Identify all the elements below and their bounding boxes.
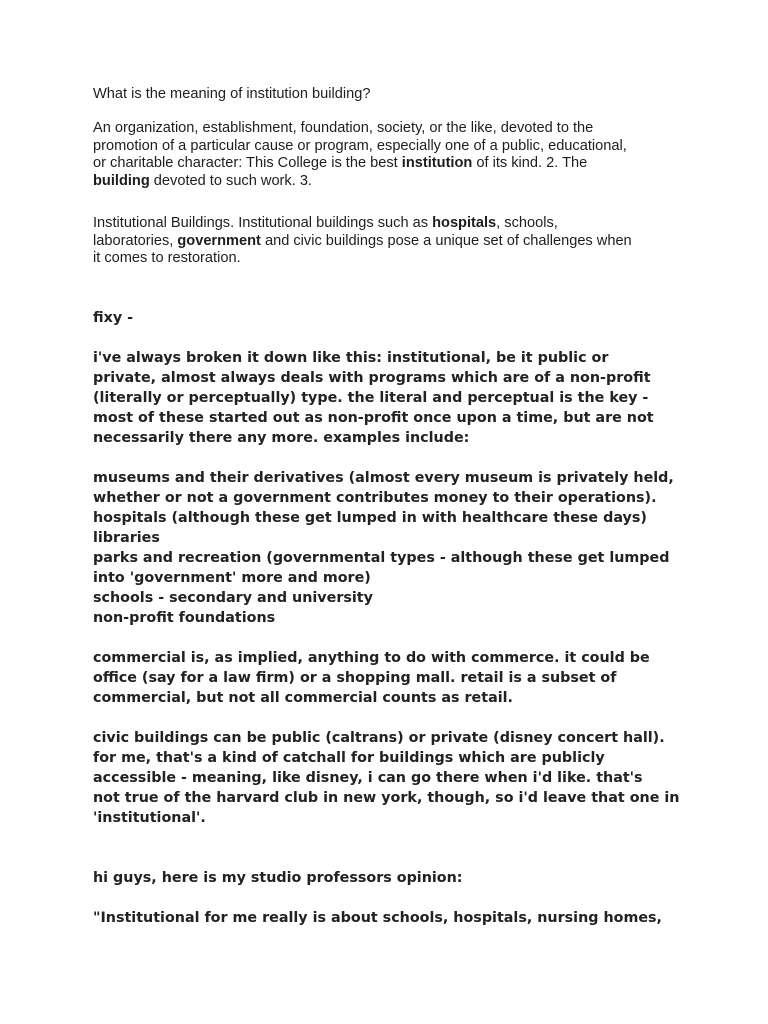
forum-replies bbox=[93, 308, 679, 928]
forum-line: accessible - meaning, like disney, i can go there when i'd like. that's bbox=[93, 770, 643, 786]
forum-line: parks and recreation (governmental types - although these get lumped bbox=[93, 550, 670, 566]
forum-line: commercial is, as implied, anything to do with commerce. it could be bbox=[93, 650, 650, 666]
forum-line: 'institutional'. bbox=[93, 810, 206, 826]
forum-line: office (say for a law firm) or a shopping mall. retail is a subset of bbox=[93, 670, 617, 686]
forum-line: "Institutional for me really is about schools, hospitals, nursing homes, bbox=[93, 910, 662, 926]
forum-author: fixy - bbox=[93, 310, 134, 326]
forum-line: libraries bbox=[93, 530, 160, 546]
bold-term-building: building bbox=[93, 172, 150, 189]
institutional-line: it comes to restoration. bbox=[93, 250, 241, 266]
forum-line: into 'government' more and more) bbox=[93, 570, 371, 586]
definition-text: of its kind. 2. The bbox=[472, 155, 588, 171]
bold-term-hospitals: hospitals bbox=[432, 215, 497, 231]
forum-line: not true of the harvard club in new york, though, so i'd leave that one in bbox=[93, 790, 680, 806]
institutional-line bbox=[93, 215, 632, 233]
institutional-buildings-paragraph bbox=[93, 215, 632, 268]
forum-line: (literally or perceptually) type. the literal and perceptual is the key - bbox=[93, 390, 649, 406]
definition-text: devoted to such work. 3. bbox=[149, 172, 312, 189]
definition-line bbox=[93, 155, 627, 173]
forum-line: schools - secondary and university bbox=[93, 590, 373, 606]
definition-line: promotion of a particular cause or program, especially one of a public, educational, bbox=[93, 137, 627, 154]
forum-line: i've always broken it down like this: institutional, be it public or bbox=[93, 350, 609, 366]
institutional-text: laboratories, bbox=[93, 232, 178, 249]
institutional-text: and civic buildings pose a unique set of challenges when bbox=[260, 232, 632, 249]
forum-line: civic buildings can be public (caltrans) or private (disney concert hall). bbox=[93, 730, 665, 746]
forum-line: necessarily there any more. examples include: bbox=[93, 430, 470, 446]
forum-line: most of these started out as non-profit once upon a time, but are not bbox=[93, 410, 654, 426]
bold-term-institution: institution bbox=[401, 155, 473, 171]
forum-line: private, almost always deals with programs which are of a non-profit bbox=[93, 370, 651, 386]
question-heading bbox=[93, 86, 370, 104]
definition-line: An organization, establishment, foundation, society, or the like, devoted to the bbox=[93, 120, 594, 136]
forum-line: hi guys, here is my studio professors opinion: bbox=[93, 870, 463, 886]
question-text: What is the meaning of institution building? bbox=[93, 86, 371, 102]
forum-line: non-profit foundations bbox=[93, 610, 276, 626]
forum-line: museums and their derivatives (almost every museum is privately held, bbox=[93, 470, 674, 486]
institutional-line bbox=[93, 233, 632, 251]
forum-line: hospitals (although these get lumped in with healthcare these days) bbox=[93, 510, 647, 526]
institutional-text: , schools, bbox=[496, 215, 558, 231]
institutional-text: Institutional Buildings. Institutional buildings such as bbox=[93, 215, 433, 231]
forum-line: whether or not a government contributes money to their operations). bbox=[93, 490, 657, 506]
forum-line: commercial, but not all commercial counts as retail. bbox=[93, 690, 513, 706]
definition-line bbox=[93, 173, 627, 191]
bold-term-government: government bbox=[177, 232, 261, 249]
forum-line: for me, that's a kind of catchall for buildings which are publicly bbox=[93, 750, 605, 766]
definition-paragraph bbox=[93, 120, 627, 190]
definition-text: or charitable character: This College is the best bbox=[93, 155, 402, 171]
